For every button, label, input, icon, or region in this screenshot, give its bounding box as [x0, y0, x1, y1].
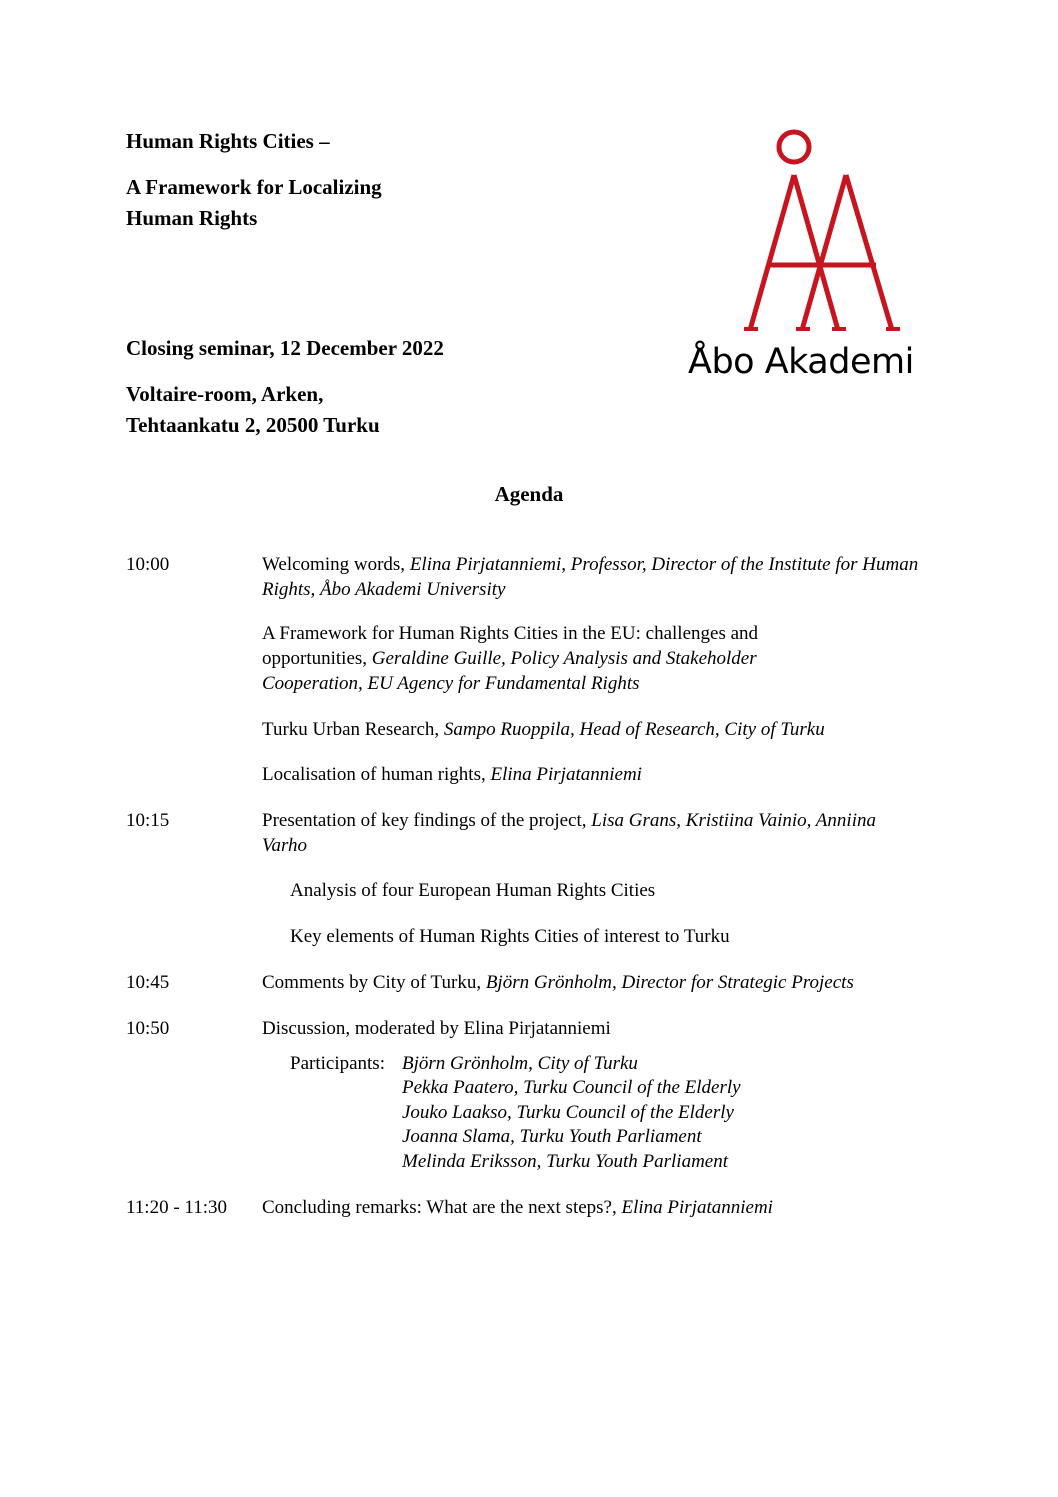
agenda-item-speaker: Elina Pirjatanniemi	[621, 1197, 773, 1218]
agenda-item-text: Comments by City of Turku,	[262, 972, 486, 993]
agenda-item-speaker: Elina Pirjatanniemi	[490, 764, 642, 785]
agenda-item-text: A Framework for Human Rights Cities in the EU: challenges and opportunities,	[262, 623, 759, 669]
agenda-time: 10:00	[126, 554, 170, 575]
agenda-item-text: Presentation of key findings of the project,	[262, 810, 592, 831]
participant-name: Björn Grönholm, City of Turku	[402, 1053, 638, 1074]
participant-name: Pekka Paatero, Turku Council of the Elderly	[402, 1077, 741, 1098]
agenda-time: 10:15	[126, 810, 170, 831]
agenda-item-text: Turku Urban Research,	[262, 719, 444, 740]
participants-label: Participants:	[290, 1053, 385, 1074]
agenda-item-speaker: Elina Pirjatanniemi, Professor, Director of the Institute for Human Rights, Åbo Akademi University	[262, 554, 919, 600]
document-title-line-1: Human Rights Cities –	[126, 129, 330, 153]
agenda-item-text: Concluding remarks: What are the next steps?,	[262, 1197, 622, 1218]
agenda-item: Discussion, moderated by Elina Pirjatanniemi	[262, 1018, 611, 1039]
agenda-item	[262, 621, 862, 696]
agenda-item-text: Localisation of human rights,	[262, 764, 491, 785]
abo-akademi-logo-icon	[686, 120, 936, 340]
document-title-line-2: A Framework for Localizing	[126, 175, 382, 199]
agenda-time: 10:50	[126, 1018, 170, 1039]
agenda-item	[262, 762, 962, 787]
participant-name: Jouko Laakso, Turku Council of the Elderly	[402, 1102, 734, 1123]
agenda-item-speaker: Geraldine Guille, Policy Analysis and Stakeholder Cooperation, EU Agency for Fundamental Rights	[262, 648, 757, 694]
participant-name: Melinda Eriksson, Turku Youth Parliament	[402, 1151, 729, 1172]
venue-line-1: Voltaire-room, Arken,	[126, 382, 324, 406]
participant-name: Joanna Slama, Turku Youth Parliament	[402, 1126, 702, 1147]
agenda-item	[262, 717, 962, 742]
agenda-item	[262, 970, 962, 995]
document-title-line-3: Human Rights	[126, 206, 258, 230]
agenda-item-speaker: Björn Grönholm, Director for Strategic Projects	[485, 972, 854, 993]
agenda-subitem: Key elements of Human Rights Cities of interest to Turku	[290, 926, 730, 947]
abo-akademi-logo	[686, 120, 936, 385]
agenda-subitem: Analysis of four European Human Rights Cities	[290, 880, 656, 901]
agenda-item-text: Welcoming words,	[262, 554, 410, 575]
agenda-time: 11:20 - 11:30	[126, 1197, 227, 1218]
venue-line-2: Tehtaankatu 2, 20500 Turku	[126, 413, 380, 437]
agenda-time: 10:45	[126, 972, 170, 993]
agenda-item	[262, 552, 962, 602]
event-date: Closing seminar, 12 December 2022	[126, 336, 444, 360]
agenda-item	[262, 808, 902, 858]
agenda-item-speaker: Lisa Grans, Kristiina Vainio, Anniina Varho	[262, 810, 876, 856]
agenda-heading: Agenda	[494, 482, 564, 506]
logo-wordmark: Åbo Akademi	[688, 342, 914, 382]
agenda-item-speaker: Sampo Ruoppila, Head of Research, City of Turku	[443, 719, 825, 740]
agenda-item	[262, 1195, 962, 1220]
